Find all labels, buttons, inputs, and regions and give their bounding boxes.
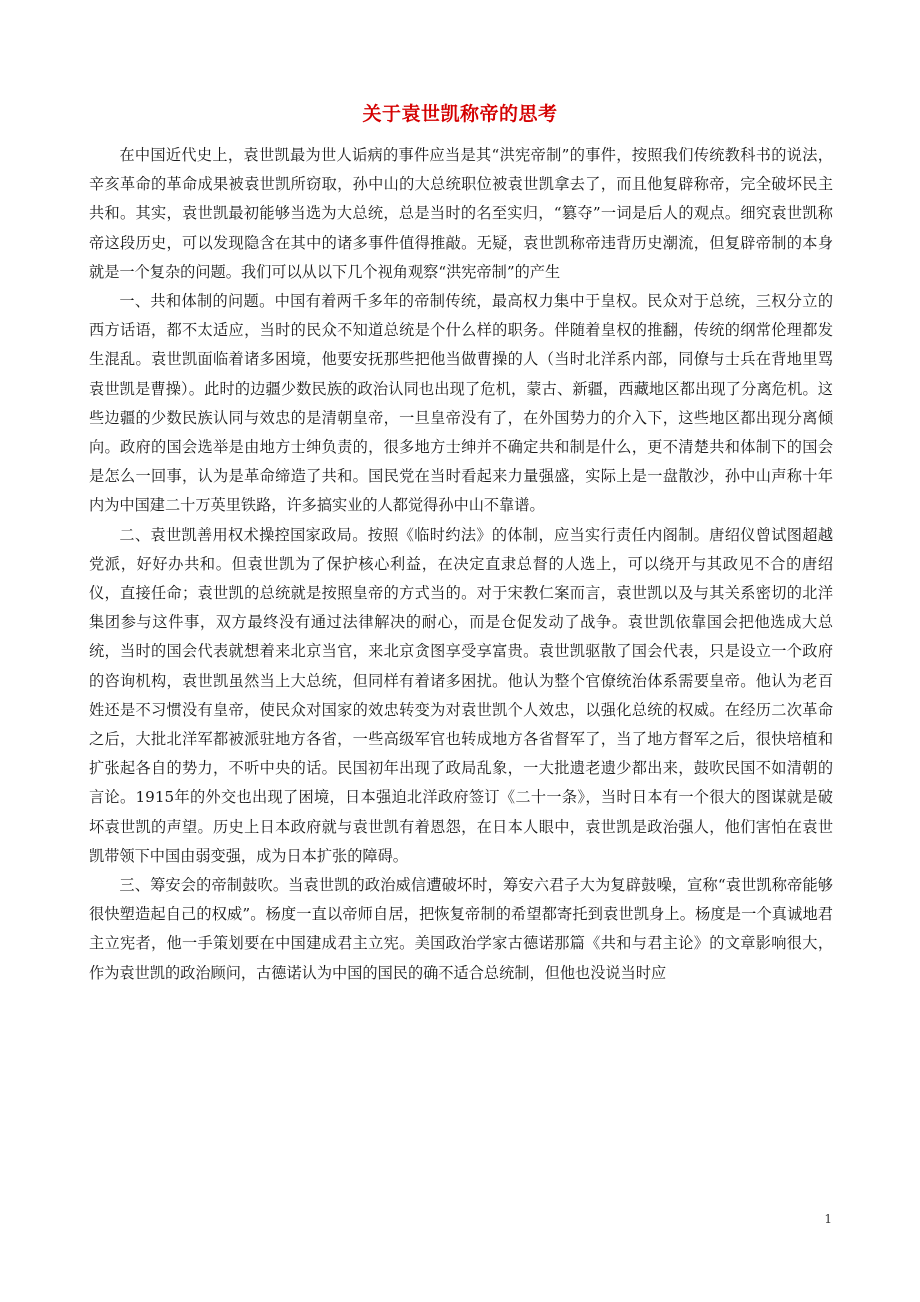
paragraph-intro: 在中国近代史上，袁世凯最为世人诟病的事件应当是其“洪宪帝制”的事件，按照我们传统教科书的说法，辛亥革命的革命成果被袁世凯所窃取，孙中山的大总统职位被袁世凯拿去了，而且他复辟称帝，完全破坏民主共和。其实，袁世凯最初能够当选为大总统，总是当时的名至实归，“篡夺”一词是后人的观点。细究袁世凯称帝这段历史，可以发现隐含在其中的诸多事件值得推敲。无疑，袁世凯称帝违背历史潮流，但复辟帝制的本身就是一个复杂的问题。我们可以从以下几个视角观察“洪宪帝制”的产生: [89, 146, 833, 281]
document-title: 关于袁世凯称帝的思考: [362, 103, 558, 125]
page-number: 1: [824, 1212, 832, 1226]
paragraph-section-2: 二、袁世凯善用权术操控国家政局。按照《临时约法》的体制，应当实行责任内阁制。唐绍仪曾试图超越党派，好好办共和。但袁世凯为了保护核心利益，在决定直隶总督的人选上，可以绕开与其政见不合的唐绍仪，直接任命；袁世凯的总统就是按照皇帝的方式当的。对于宋教仁案而言，袁世凯以及与其关系密切的北洋集团参与这件事，双方最终没有通过法律解决的耐心，而是仓促发动了战争。袁世凯依靠国会把他选成大总统，当时的国会代表就想着来北京当官，来北京贪图享受享富贵。袁世凯驱散了国会代表，只是设立一个政府的咨询机构，袁世凯虽然当上大总统，但同样有着诸多困扰。他认为整个官僚统治体系需要皇帝。他认为老百姓还是不习惯没有皇帝，使民众对国家的效忠转变为对袁世凯个人效忠，以强化总统的权威。在经历二次革命之后，大批北洋军都被派驻地方各省，一些高级军官也转成地方各省督军了，当了地方督军之后，很快培植和扩张起各自的势力，不听中央的话。民国初年出现了政局乱象，一大批遗老遗少都出来，鼓吹民国不如清朝的言论。1915年的外交也出现了困境，日本强迫北洋政府签订《二十一条》，当时日本有一个很大的图谋就是破坏袁世凯的声望。历史上日本政府就与袁世凯有着恩怨，在日本人眼中，袁世凯是政治强人，他们害怕在袁世凯带领下中国由弱变强，成为日本扩张的障碍。: [89, 525, 833, 865]
paragraph-section-3: 三、筹安会的帝制鼓吹。当袁世凯的政治威信遭破坏时，筹安六君子大为复辟鼓噪，宣称“袁世凯称帝能够很快塑造起自己的权威”。杨度一直以帝师自居，把恢复帝制的希望都寄托到袁世凯身上。杨度是一个真诚地君主立宪者，他一手策划要在中国建成君主立宪。美国政治学家古德诺那篇《共和与君主论》的文章影响很大，作为袁世凯的政治顾问，古德诺认为中国的国民的确不适合总统制，但他也没说当时应: [89, 876, 833, 982]
paragraph-section-1: 一、共和体制的问题。中国有着两千多年的帝制传统，最高权力集中于皇权。民众对于总统，三权分立的西方话语，都不太适应，当时的民众不知道总统是个什么样的职务。伴随着皇权的推翻，传统的纲常伦理都发生混乱。袁世凯面临着诸多困境，他要安抚那些把他当做曹操的人（当时北洋系内部，同僚与士兵在背地里骂袁世凯是曹操）。此时的边疆少数民族的政治认同也出现了危机，蒙古、新疆，西藏地区都出现了分离危机。这些边疆的少数民族认同与效忠的是清朝皇帝，一旦皇帝没有了，在外国势力的介入下，这些地区都出现分离倾向。政府的国会选举是由地方士绅负责的，很多地方士绅并不确定共和制是什么，更不清楚共和体制下的国会是怎么一回事，认为是革命缔造了共和。国民党在当时看起来力量强盛，实际上是一盘散沙，孙中山声称十年内为中国建二十万英里铁路，许多搞实业的人都觉得孙中山不靠谱。: [89, 292, 833, 515]
document-body: [89, 141, 833, 988]
